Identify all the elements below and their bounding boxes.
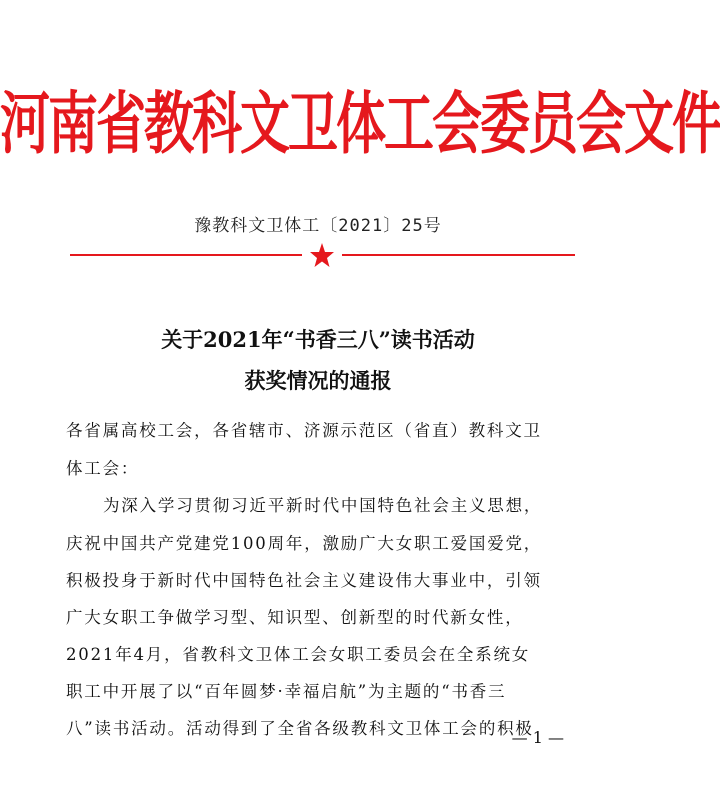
divider-line-left [70,254,302,256]
notice-title-line-1: 关于2021年“书香三八”读书活动 [161,327,475,352]
document-number: 豫教科文卫体工〔2021〕25号 [194,216,442,236]
document-header-title: 河南省教科文卫体工会委员会文件 [0,83,720,164]
star-icon [309,242,335,268]
body-line: 为深入学习贯彻习近平新时代中国特色社会主义思想， [103,496,543,515]
page-number: — 1 — [511,728,564,747]
body-line: 体工会： [66,459,140,478]
body-line: 积极投身于新时代中国特色社会主义建设伟大事业中，引领 [66,571,542,590]
body-line: 广大女职工争做学习型、知识型、创新型的时代新女性， [66,608,524,627]
notice-title-line-2: 获奖情况的通报 [244,368,392,393]
body-line: 八”读书活动。活动得到了全省各级教科文卫体工会的积极 [66,719,534,738]
body-line: 职工中开展了以“百年圆梦·幸福启航”为主题的“书香三 [66,682,507,701]
body-line: 2021年4月，省教科文卫体工会女职工委员会在全系统女 [66,645,531,664]
body-line: 各省属高校工会，各省辖市、济源示范区（省直）教科文卫 [66,421,542,440]
divider-line-right [342,254,575,256]
header-divider [70,242,575,268]
body-line: 庆祝中国共产党建党100周年，激励广大女职工爱国爱党， [66,534,543,553]
